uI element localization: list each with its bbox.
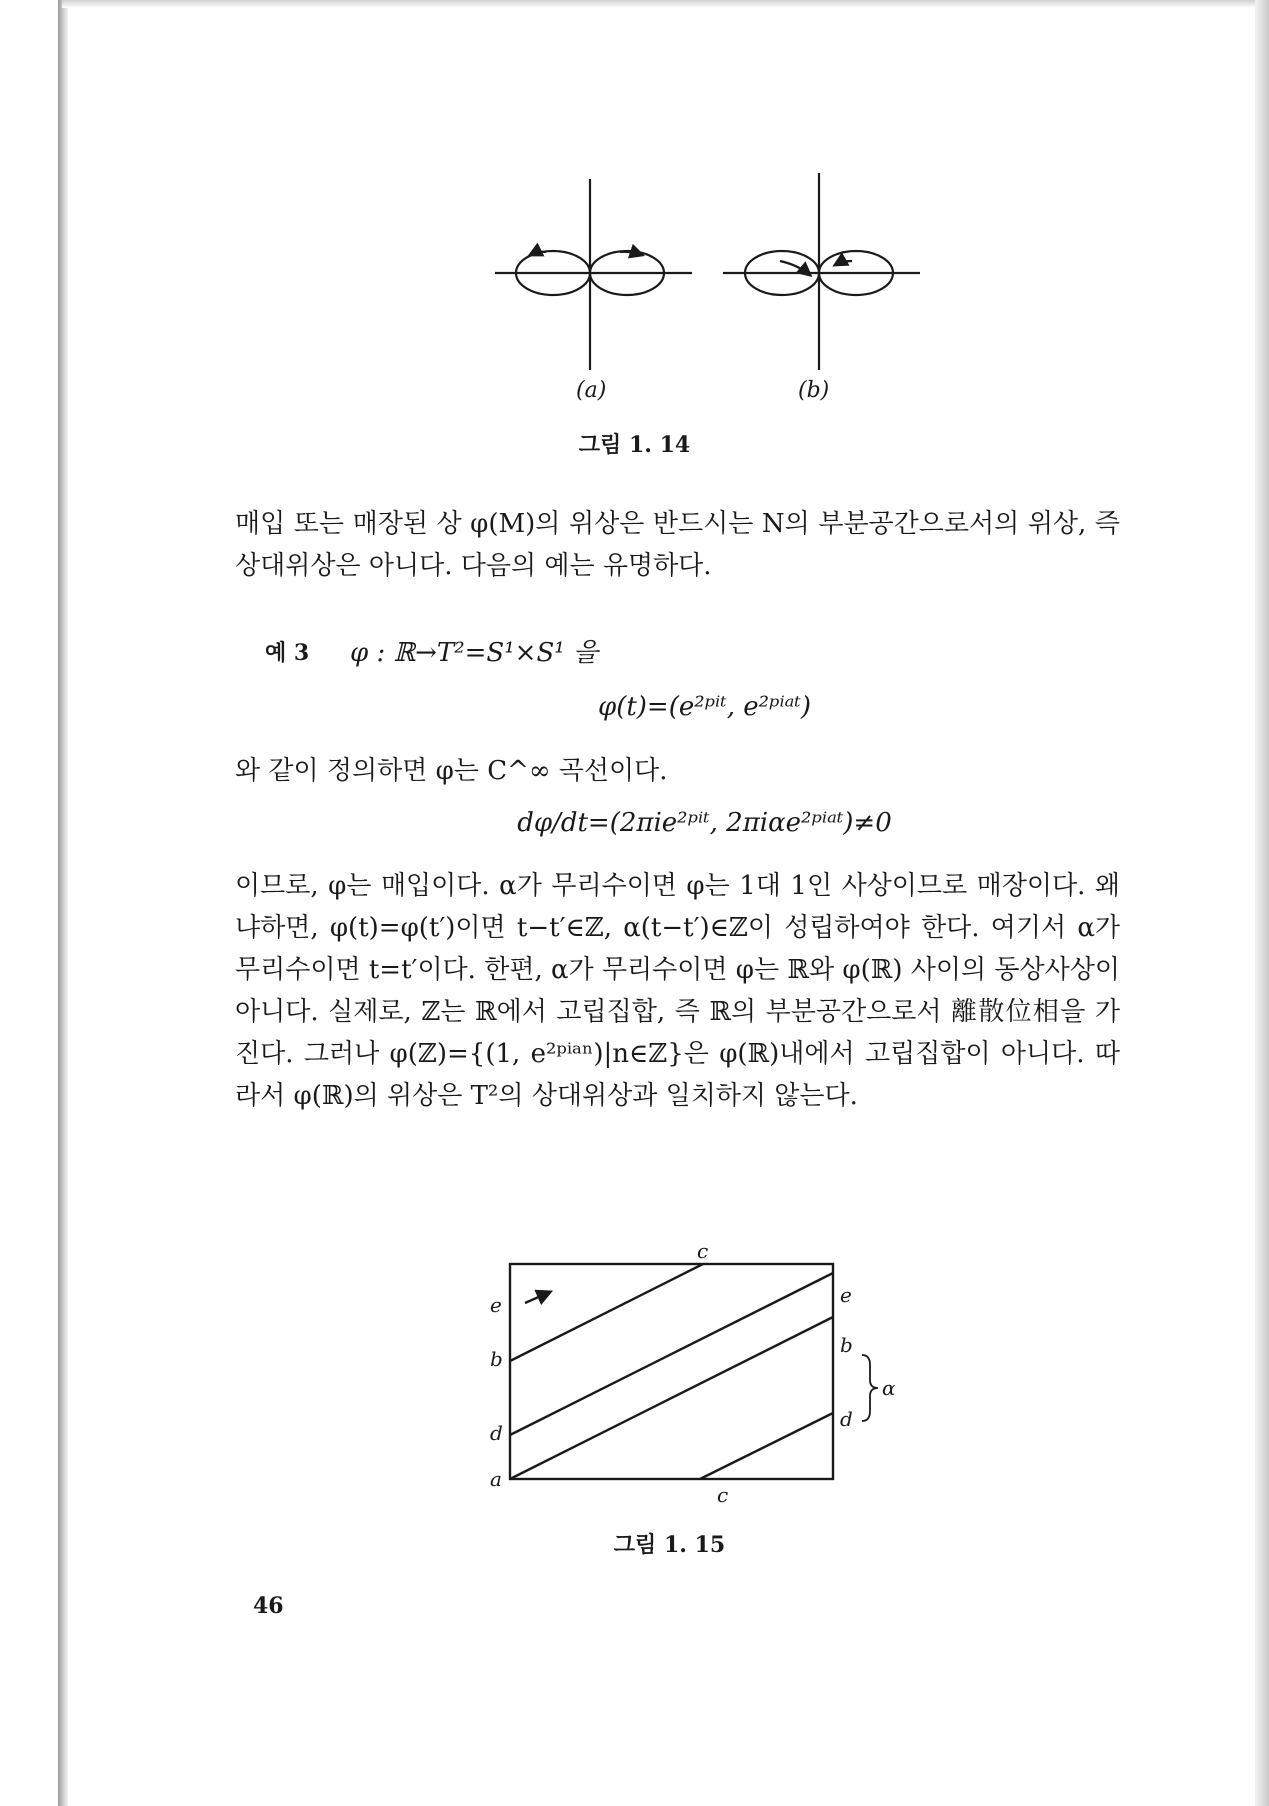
label-a: a (490, 1467, 502, 1491)
label-c-bottom: c (717, 1483, 729, 1507)
figure-1-14-caption: 그림 1. 14 (578, 432, 691, 458)
line-segment-3 (510, 1264, 703, 1361)
example-label: 예 3 (265, 640, 310, 666)
equation-2: dφ/dt=(2πie²ᵖⁱᵗ, 2πiαe²ᵖⁱᵃᵗ)≠0 (517, 808, 892, 838)
figure-1-15 (470, 1240, 910, 1510)
label-b-right: b (840, 1333, 853, 1357)
label-c-top: c (697, 1240, 709, 1263)
page-number: 46 (253, 1593, 284, 1619)
figure-b-curve (723, 173, 920, 370)
label-e-left: e (490, 1293, 502, 1317)
example-line-2: 와 같이 정의하면 φ는 C^∞ 곡선이다. (235, 756, 668, 786)
line-segment-4 (700, 1413, 833, 1479)
equation-1: φ(t)=(e²ᵖⁱᵗ, e²ᵖⁱᵃᵗ) (597, 692, 811, 722)
direction-arrow (525, 1292, 550, 1303)
alpha-brace (862, 1355, 878, 1421)
label-e-right: e (840, 1283, 852, 1307)
figure-1-14 (480, 165, 940, 405)
paragraph-2: 이므로, φ는 매입이다. α가 무리수이면 φ는 1대 1인 사상이므로 매장이다. 왜냐하면, φ(t)=φ(t′)이면 t−t′∈ℤ, α(t−t′)∈ℤ이 성립하여야 한다. 여기서 α가 무리수이면 t=t′이다. 한편, α가 무리수이면 φ는 ℝ와 φ(ℝ) 사이의 동상사상이 아니다. 실제로, ℤ는 ℝ에서 고립집합, 즉 ℝ의 부분공간으로서 離散位相을 가진다. 그러나 φ(ℤ)={(1, e²ᵖⁱᵃⁿ)|n∈ℤ}은 φ(ℝ)내에서 고립집합이 아니다. 따라서 φ(ℝ)의 위상은 T²의 상대위상과 일치하지 않는다. (235, 871, 1120, 1111)
label-d-left: d (490, 1421, 503, 1445)
line-segment-2 (510, 1273, 833, 1435)
label-d-right: d (840, 1407, 853, 1431)
paragraph-1: 매입 또는 매장된 상 φ(M)의 위상은 반드시는 N의 부분공간으로서의 위상, 즉 상대위상은 아니다. 다음의 예는 유명하다. (235, 509, 1120, 581)
label-alpha: α (882, 1376, 896, 1400)
figure-b-label: (b) (798, 378, 830, 403)
line-segment-1 (510, 1317, 833, 1479)
example-statement: φ : ℝ→T²=S¹×S¹ 을 (350, 638, 599, 668)
page-top-shadow (62, 0, 1255, 8)
figure-a-curve (495, 179, 692, 370)
label-b-left: b (490, 1347, 503, 1371)
figure-a-label: (a) (576, 378, 607, 403)
figure-1-15-caption: 그림 1. 15 (613, 1532, 726, 1558)
